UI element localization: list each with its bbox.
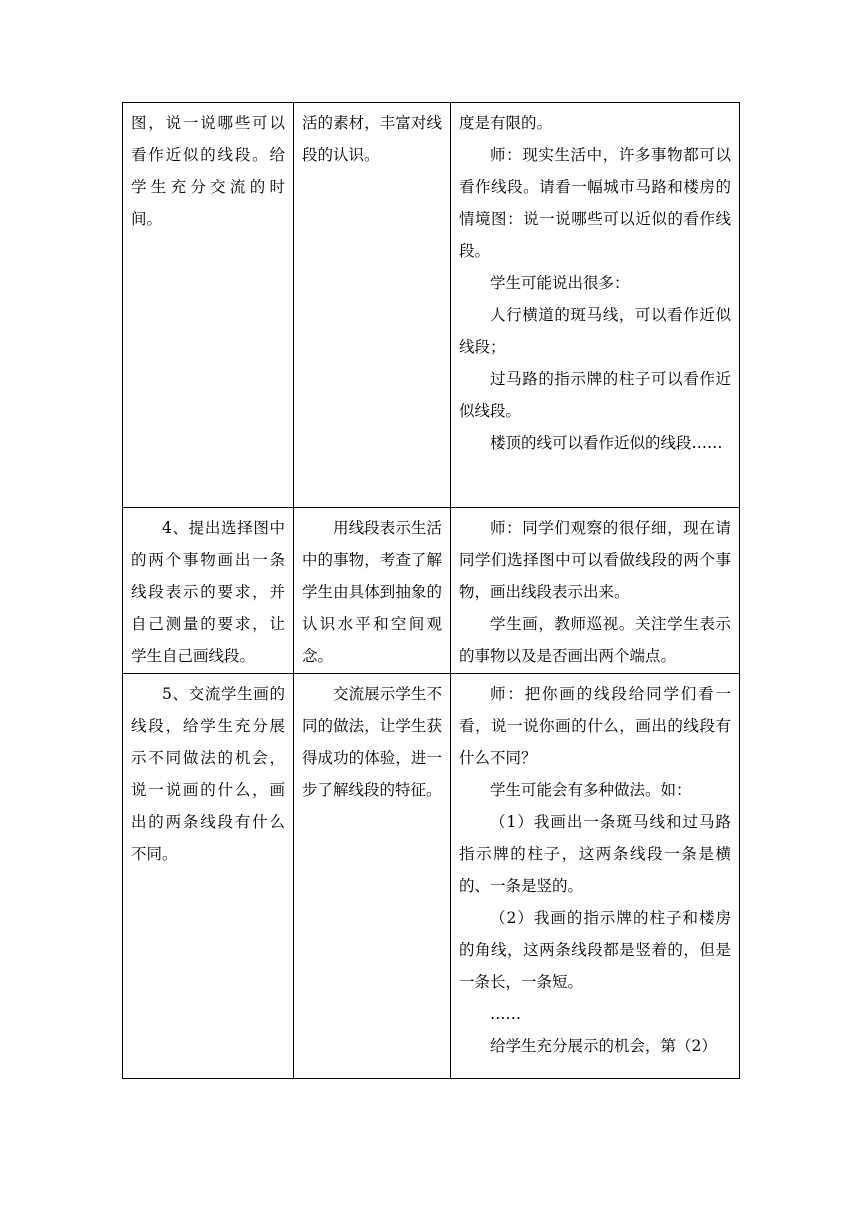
cell-text: 过马路的指示牌的柱子可以看作近似线段。: [459, 370, 731, 420]
activity-cell: [123, 103, 294, 508]
cell-text: 师：现实生活中，许多事物都可以看作线段。请看一幅城市马路和楼房的情境图：说一说哪些可以近似的看作线段。: [459, 146, 731, 260]
process-cell: [451, 508, 740, 674]
cell-text: 人行横道的斑马线，可以看作近似线段；: [459, 306, 731, 356]
process-cell: [451, 103, 740, 508]
cell-text: 用线段表示生活中的事物，考查了解学生由具体到抽象的认识水平和空间观念。: [302, 519, 442, 665]
cell-text: 师：把你画的线段给同学们看一看，说一说你画的什么，画出的线段有什么不同？: [459, 685, 731, 767]
cell-text: ……: [490, 1005, 521, 1023]
cell-text: （2）我画的指示牌的柱子和楼房的角线，这两条线段都是竖着的，但是一条长，一条短。: [459, 909, 731, 991]
table-row: [123, 674, 740, 1079]
process-cell: [451, 674, 740, 1079]
cell-text: 4、提出选择图中的两个事物画出一条线段表示的要求，并自己测量的要求，让学生自己画线段。: [131, 519, 285, 665]
cell-text: 5、交流学生画的线段，给学生充分展示不同做法的机会，说一说画的什么，画出的两条线段有什么不同。: [131, 685, 285, 863]
cell-text: 给学生充分展示的机会，第（2）: [490, 1037, 717, 1055]
cell-text: 图，说一说哪些可以看作近似的线段。给学生充分交流的时间。: [131, 114, 285, 228]
table-row: [123, 103, 740, 508]
cell-text: （1）我画出一条斑马线和过马路指示牌的柱子，这两条线段一条是横的、一条是竖的。: [459, 813, 731, 895]
activity-cell: [123, 508, 294, 674]
activity-cell: [123, 674, 294, 1079]
cell-text: 学生画，教师巡视。关注学生表示的事物以及是否画出两个端点。: [459, 615, 731, 665]
cell-text: 度是有限的。: [459, 114, 553, 132]
intent-cell: [294, 674, 451, 1079]
cell-text: 楼顶的线可以看作近似的线段……: [490, 434, 723, 452]
cell-text: 交流展示学生不同的做法，让学生获得成功的体验，进一步了解线段的特征。: [302, 685, 442, 799]
lesson-plan-table: [122, 102, 740, 1079]
cell-text: 学生可能说出很多：: [490, 274, 630, 292]
cell-text: 学生可能会有多种做法。如：: [490, 781, 692, 799]
intent-cell: [294, 103, 451, 508]
cell-text: 活的素材，丰富对线段的认识。: [302, 114, 442, 164]
cell-text: 师：同学们观察的很仔细，现在请同学们选择图中可以看做线段的两个事物，画出线段表示出来。: [459, 519, 731, 601]
intent-cell: [294, 508, 451, 674]
table-row: [123, 508, 740, 674]
